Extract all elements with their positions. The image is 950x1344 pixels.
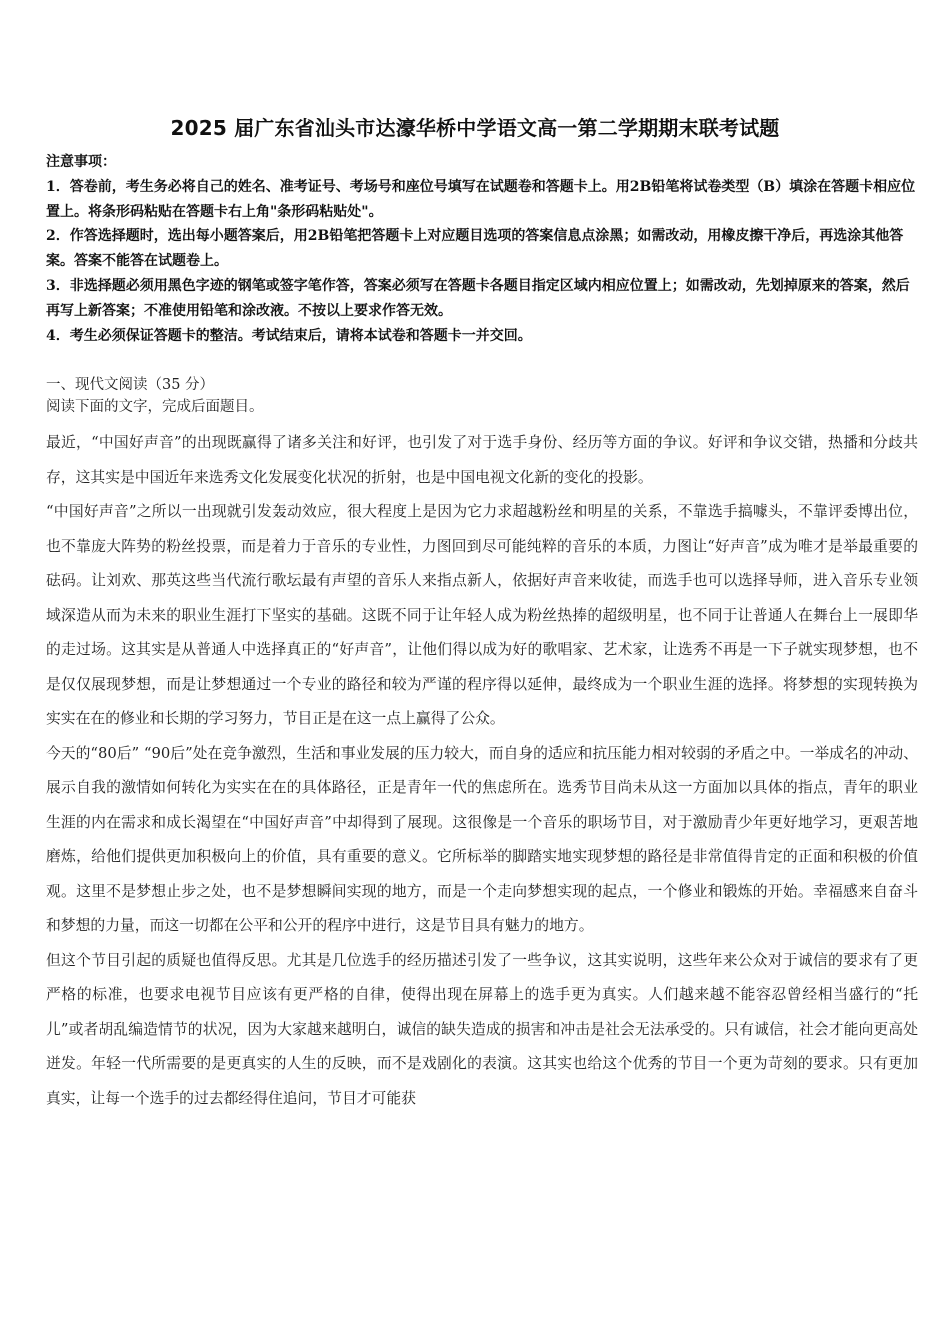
reading-passage [46,426,918,1116]
section-header [46,374,916,418]
exam-title: 2025 届广东省汕头市达濠华桥中学语文高一第二学期期末联考试题 [170,116,780,140]
passage-paragraph-4: 但这个节目引起的质疑也值得反思。尤其是几位选手的经历描述引发了一些争议，这其实说明，这些年来公众对于诚信的要求有了更严格的标准，也要求电视节目应该有更严格的自律，使得出现在屏幕上的选手更为真实。人们越来越不能容忍曾经相当盛行的“托儿”或者胡乱编造情节的状况，因为大家越来越明白，诚信的缺失造成的损害和冲击是社会无法承受的。只有诚信，社会才能向更高处迸发。年轻一代所需要的是更真实的人生的反映，而不是戏剧化的表演。这其实也给这个优秀的节目一个更为苛刻的要求。只有更加真实，让每一个选手的过去都经得住追问，节目才可能获 [46,951,918,1107]
notice-item-3: 3．非选择题必须用黑色字迹的钢笔或签字笔作答，答案必须写在答题卡各题目指定区域内相应位置上；如需改动，先划掉原来的答案，然后再写上新答案；不准使用铅笔和涂改液。不按以上要求作答无效。 [46,277,910,319]
notice-item-4: 4．考生必须保证答题卡的整洁。考试结束后，请将本试卷和答题卡一并交回。 [46,327,532,344]
notice-item-1: 1．答卷前，考生务必将自己的姓名、准考证号、考场号和座位号填写在试题卷和答题卡上。用2B铅笔将试卷类型（B）填涂在答题卡相应位置上。将条形码粘贴在答题卡右上角"条形码粘贴处"。 [46,178,916,220]
passage-paragraph-2: “中国好声音”之所以一出现就引发轰动效应，很大程度上是因为它力求超越粉丝和明星的关系，不靠选手搞噱头，不靠评委博出位，也不靠庞大阵势的粉丝投票，而是着力于音乐的专业性，力图回到尽可能纯粹的音乐的本质，力图让“好声音”成为唯才是举最重要的砝码。让刘欢、那英这些当代流行歌坛最有声望的音乐人来指点新人，依据好声音来收徒，而选手也可以选择导师，进入音乐专业领域深造从而为未来的职业生涯打下坚实的基础。这既不同于让年轻人成为粉丝热捧的超级明星，也不同于让普通人在舞台上一展即华的走过场。这其实是从普通人中选择真正的“好声音”，让他们得以成为好的歌唱家、艺术家，让选秀不再是一下子就实现梦想，也不是仅仅展现梦想，而是让梦想通过一个专业的路径和较为严谨的程序得以延伸，最终成为一个职业生涯的选择。将梦想的实现转换为实实在在的修业和长期的学习努力，节目正是在这一点上赢得了公众。 [46,503,918,727]
section-instruction: 阅读下面的文字，完成后面题目。 [46,399,264,415]
notice-block [46,150,916,348]
passage-paragraph-1: 最近，“中国好声音”的出现既赢得了诸多关注和好评，也引发了对于选手身份、经历等方面的争议。好评和争议交错，热播和分歧共存，这其实是中国近年来选秀文化发展变化状况的折射，也是中国电视文化新的变化的投影。 [46,434,918,486]
section-heading: 一、现代文阅读（35 分） [46,377,215,393]
passage-paragraph-3: 今天的“80后” “90后”处在竞争激烈，生活和事业发展的压力较大，而自身的适应和抗压能力相对较弱的矛盾之中。一举成名的冲动、展示自我的激情如何转化为实实在在的具体路径，正是青年一代的焦虑所在。选秀节目尚未从这一方面加以具体的指点，青年的职业生涯的内在需求和成长渴望在“中国好声音”中却得到了展现。这很像是一个音乐的职场节目，对于激励青少年更好地学习，更艰苦地磨炼，给他们提供更加积极向上的价值，具有重要的意义。它所标举的脚踏实地实现梦想的路径是非常值得肯定的正面和积极的价值观。这里不是梦想止步之处，也不是梦想瞬间实现的地方，而是一个走向梦想实现的起点，一个修业和锻炼的开始。幸福感来自奋斗和梦想的力量，而这一切都在公平和公开的程序中进行，这是节目具有魅力的地方。 [46,744,918,934]
notice-heading: 注意事项： [46,154,116,170]
notice-item-2: 2．作答选择题时，选出每小题答案后，用2B铅笔把答题卡上对应题目选项的答案信息点涂黑；如需改动，用橡皮擦干净后，再选涂其他答案。答案不能答在试题卷上。 [46,228,904,270]
